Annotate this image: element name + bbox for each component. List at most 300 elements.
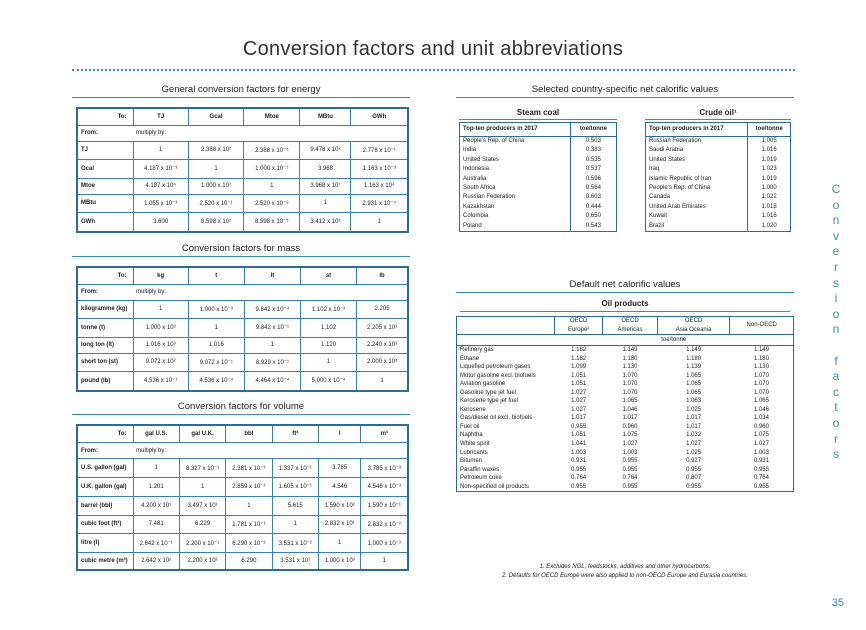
calorific-value: 1.025 bbox=[686, 406, 702, 413]
energy-section-title: General conversion factors for energy bbox=[161, 84, 321, 95]
to-label: To: bbox=[77, 267, 133, 284]
calorific-value: 1.065 bbox=[753, 398, 769, 405]
calorific-value: 0.596 bbox=[570, 175, 616, 184]
value-cell: 4.546 bbox=[318, 478, 361, 497]
value-cell: 1.201 bbox=[133, 478, 179, 497]
table-row bbox=[77, 319, 408, 337]
side-letter: n bbox=[832, 213, 840, 228]
calorific-value: 0.543 bbox=[570, 222, 616, 232]
row-unit: MBtu bbox=[77, 194, 133, 212]
footnotes bbox=[456, 563, 794, 581]
calorific-value: 1.149 bbox=[686, 347, 702, 353]
table-row bbox=[77, 552, 408, 570]
value-cell: 1 bbox=[300, 194, 351, 212]
value-cell: 3.412 x 10³ bbox=[300, 212, 351, 232]
unit-header: toe/tonne bbox=[570, 123, 616, 137]
calorific-value: 1.027 bbox=[571, 398, 587, 405]
value-cell: 1.016 bbox=[188, 337, 244, 353]
value-cell: 3.785 x 10⁻³ bbox=[361, 459, 408, 478]
side-letter: i bbox=[834, 291, 838, 306]
value-cell: 1 bbox=[272, 515, 318, 534]
value-cell: 9.072 x 10² bbox=[133, 353, 188, 371]
calorific-value: 1.070 bbox=[753, 381, 769, 388]
calorific-value: 0.650 bbox=[570, 212, 616, 221]
calorific-value: 0.955 bbox=[753, 466, 769, 473]
value-cell: 9.478 x 10² bbox=[300, 141, 351, 159]
side-letter: n bbox=[832, 322, 840, 337]
table-row bbox=[457, 372, 794, 381]
value-cell: 1.120 bbox=[300, 337, 356, 353]
country-name: Kazakhstan bbox=[463, 203, 495, 210]
calorific-value: 1.023 bbox=[748, 165, 791, 174]
row-unit: cubic metre (m³) bbox=[77, 552, 133, 570]
table-row bbox=[457, 397, 794, 406]
table-row bbox=[460, 212, 617, 221]
side-letter: c bbox=[833, 384, 839, 399]
table-row bbox=[77, 496, 408, 515]
calorific-value: 0.955 bbox=[622, 466, 638, 473]
calorific-value: 0.955 bbox=[571, 466, 587, 473]
footnote-2: 2. Defaults for OECD Europe were also applied to non-OECD Europe and Eurasia countries. bbox=[502, 573, 748, 579]
table-row bbox=[460, 175, 617, 184]
value-cell: 1.016 x 10³ bbox=[133, 337, 188, 353]
value-cell: 2.388 x 10⁻⁵ bbox=[244, 141, 300, 159]
calorific-value: 1.020 bbox=[748, 222, 791, 232]
country-name: Canada bbox=[649, 194, 671, 201]
value-cell: 1 bbox=[133, 141, 188, 159]
value-cell: 2.778 x 10⁻¹ bbox=[351, 141, 408, 159]
country-name: Kuwait bbox=[649, 213, 668, 220]
value-cell: 1 bbox=[188, 319, 244, 337]
value-cell: 9.842 x 10⁻⁴ bbox=[244, 300, 300, 318]
product-name: Non-specified oil products bbox=[460, 483, 530, 490]
product-name: White spirit bbox=[460, 441, 490, 448]
table-row bbox=[77, 371, 408, 391]
value-cell: 3.968 bbox=[300, 160, 351, 178]
side-letter: e bbox=[832, 244, 840, 259]
calorific-value: 1.027 bbox=[753, 441, 769, 448]
calorific-value: 0.931 bbox=[753, 458, 769, 465]
table-row bbox=[77, 212, 408, 232]
mass-section-title: Conversion factors for mass bbox=[181, 243, 301, 254]
to-label: To: bbox=[77, 425, 133, 443]
table-row bbox=[457, 406, 794, 415]
side-letter: r bbox=[834, 431, 838, 446]
row-unit: tonne (t) bbox=[77, 319, 133, 337]
region-header bbox=[730, 317, 794, 335]
calorific-value: 1.022 bbox=[748, 193, 791, 202]
table-row bbox=[646, 184, 791, 193]
value-cell: 8.929 x 10⁻¹ bbox=[244, 353, 300, 371]
calorific-value: 1.051 bbox=[571, 372, 587, 379]
calorific-value: 1.003 bbox=[622, 449, 638, 456]
product-name: Ethane bbox=[460, 355, 480, 362]
table-row bbox=[457, 449, 794, 458]
calorific-value: 1.025 bbox=[686, 449, 702, 456]
table-row bbox=[457, 346, 794, 355]
calorific-value: 0.383 bbox=[570, 146, 616, 155]
calorific-value: 0.807 bbox=[686, 475, 702, 482]
calorific-value: 0.955 bbox=[622, 483, 638, 490]
column-header: bbl bbox=[226, 425, 272, 443]
product-name: Gasoline type jet fuel bbox=[460, 389, 517, 396]
value-cell: 3.531 x 10⁻² bbox=[272, 534, 318, 553]
calorific-value: 0.931 bbox=[571, 458, 587, 465]
value-cell: 1 bbox=[318, 534, 361, 553]
calorific-value: 1.065 bbox=[686, 372, 702, 379]
calorific-value: 0.960 bbox=[622, 423, 638, 430]
value-cell: 6.229 bbox=[179, 515, 225, 534]
calorific-value: 1.180 bbox=[686, 355, 702, 362]
country-name: Australia bbox=[463, 175, 487, 182]
region-header bbox=[657, 317, 730, 335]
country-name: Saudi Arabia bbox=[649, 147, 684, 154]
calorific-value: 0.444 bbox=[570, 203, 616, 212]
product-name: Refinery gas bbox=[460, 347, 494, 353]
table-row bbox=[460, 193, 617, 202]
calorific-value: 1.005 bbox=[748, 137, 791, 147]
table-row bbox=[77, 353, 408, 371]
country-name: United Arab Emirates bbox=[649, 203, 706, 210]
value-cell: 2.240 x 10³ bbox=[357, 337, 408, 353]
value-cell: 4.536 x 10⁻⁴ bbox=[188, 371, 244, 391]
side-letter: a bbox=[832, 369, 840, 384]
steam-coal-heading: Steam coal bbox=[516, 108, 560, 117]
steam-coal-rule bbox=[459, 119, 617, 120]
table-row bbox=[460, 184, 617, 193]
table-row bbox=[457, 380, 794, 389]
country-name: Russian Federation bbox=[463, 194, 516, 201]
row-unit: TJ bbox=[77, 141, 133, 159]
column-header: GWh bbox=[351, 108, 408, 125]
side-letter: o bbox=[832, 415, 840, 430]
table-row bbox=[646, 203, 791, 212]
value-cell: 2.520 x 10⁻¹ bbox=[188, 194, 243, 212]
side-letter: r bbox=[834, 259, 838, 274]
footnote-1: 1. Excludes NGL, feedstocks, additives and other hydrocarbons. bbox=[539, 564, 711, 570]
header-row bbox=[77, 425, 408, 443]
crude-oil-table bbox=[645, 122, 791, 232]
calorific-value: 1.003 bbox=[753, 449, 769, 456]
energy-section-rule bbox=[72, 97, 410, 98]
value-cell: 2.205 bbox=[357, 300, 408, 318]
mass-table bbox=[76, 266, 409, 392]
calorific-value: 0.955 bbox=[571, 483, 587, 490]
value-cell: 1.000 x 10³ bbox=[318, 552, 361, 570]
row-unit: Mtoe bbox=[77, 178, 133, 194]
country-name: United States bbox=[649, 156, 686, 163]
calorific-value: 1.065 bbox=[686, 389, 702, 396]
calorific-value: 1.180 bbox=[753, 355, 769, 362]
calorific-value: 1.075 bbox=[753, 432, 769, 439]
calorific-value: 1.070 bbox=[622, 389, 638, 396]
side-letter: o bbox=[832, 306, 840, 321]
table-row bbox=[457, 474, 794, 483]
table-row bbox=[77, 194, 408, 212]
value-cell: 1 bbox=[244, 337, 300, 353]
product-name: Gas/diesel oil excl. biofuels bbox=[460, 415, 533, 422]
table-row bbox=[77, 534, 408, 553]
calorific-value: 1.019 bbox=[748, 156, 791, 165]
calorific-value: 1.063 bbox=[686, 398, 702, 405]
table-row bbox=[646, 165, 791, 174]
value-cell: 1 bbox=[357, 371, 408, 391]
column-header: Mtoe bbox=[244, 108, 300, 125]
value-cell: 3.968 x 10⁷ bbox=[300, 178, 351, 194]
value-cell: 1.590 x 10⁻¹ bbox=[361, 496, 408, 515]
title-divider bbox=[72, 69, 795, 71]
table-row bbox=[460, 146, 617, 155]
value-cell: 4.536 x 10⁻¹ bbox=[133, 371, 188, 391]
table-row bbox=[77, 141, 408, 159]
table-row bbox=[77, 160, 408, 178]
calorific-value: 0.764 bbox=[622, 475, 638, 482]
value-cell: 6.290 x 10⁻³ bbox=[226, 534, 272, 553]
table-row bbox=[646, 193, 791, 202]
calorific-value: 1.027 bbox=[571, 389, 587, 396]
value-cell: 1.000 x 10⁻³ bbox=[188, 300, 244, 318]
header-row bbox=[77, 108, 408, 125]
product-name: Aviation gasoline bbox=[460, 381, 506, 388]
table-row bbox=[646, 146, 791, 155]
value-cell: 3.600 bbox=[133, 212, 188, 232]
table-row bbox=[646, 175, 791, 184]
calorific-value: 1.139 bbox=[686, 364, 702, 371]
calorific-value: 1.149 bbox=[622, 347, 638, 353]
blank-header bbox=[457, 317, 555, 335]
value-cell: 3.785 bbox=[318, 459, 361, 478]
value-cell: 2.520 x 10⁻⁸ bbox=[244, 194, 300, 212]
column-header: MBtu bbox=[300, 108, 351, 125]
multiply-label: multiply by: bbox=[133, 284, 408, 300]
row-unit: GWh bbox=[77, 212, 133, 232]
calorific-value: 0.503 bbox=[570, 137, 616, 147]
calorific-value: 0.764 bbox=[753, 475, 769, 482]
calorific-value: 1.065 bbox=[686, 381, 702, 388]
product-name: Lubricants bbox=[460, 449, 488, 456]
value-cell: 2.642 x 10⁻¹ bbox=[133, 534, 179, 553]
value-cell: 9.072 x 10⁻¹ bbox=[188, 353, 244, 371]
default-cv-section-rule bbox=[456, 292, 794, 293]
table-row bbox=[457, 457, 794, 466]
calorific-value: 1.070 bbox=[753, 389, 769, 396]
calorific-value: 1.032 bbox=[686, 432, 702, 439]
oil-products-rule bbox=[460, 311, 790, 312]
table-row bbox=[457, 483, 794, 492]
row-unit: long ton (lt) bbox=[77, 337, 133, 353]
calorific-value: 1.180 bbox=[622, 355, 638, 362]
energy-table bbox=[76, 107, 409, 233]
side-letter: s bbox=[833, 275, 839, 290]
column-header: TJ bbox=[133, 108, 188, 125]
table-row bbox=[457, 414, 794, 423]
calorific-value: 1.046 bbox=[753, 406, 769, 413]
region-header bbox=[603, 317, 657, 335]
row-unit: U.K. gallon (gal) bbox=[77, 478, 133, 497]
column-header: gal U.S. bbox=[133, 425, 179, 443]
table-row bbox=[77, 459, 408, 478]
from-label: From: bbox=[77, 284, 133, 300]
product-name: Bitumen bbox=[460, 458, 483, 465]
calorific-value: 1.075 bbox=[622, 432, 638, 439]
calorific-value: 1.065 bbox=[622, 398, 638, 405]
value-cell: 1 bbox=[133, 459, 179, 478]
column-header: ft³ bbox=[272, 425, 318, 443]
table-row bbox=[460, 156, 617, 165]
row-unit: U.S. gallon (gal) bbox=[77, 459, 133, 478]
from-label: From: bbox=[77, 443, 133, 459]
header-row bbox=[457, 317, 794, 335]
value-cell: 1 bbox=[179, 478, 225, 497]
column-header: t bbox=[188, 267, 244, 284]
table-row bbox=[77, 515, 408, 534]
value-cell: 5.000 x 10⁻⁴ bbox=[300, 371, 356, 391]
product-name: Liquefied petroleum gases bbox=[460, 364, 531, 371]
table-row bbox=[77, 300, 408, 318]
side-tab-label bbox=[826, 182, 846, 463]
value-cell: 1.000 x 10³ bbox=[133, 319, 188, 337]
value-cell: 1.102 x 10⁻³ bbox=[300, 300, 356, 318]
table-row bbox=[457, 355, 794, 364]
calorific-value: 0.535 bbox=[570, 156, 616, 165]
column-header: m³ bbox=[361, 425, 408, 443]
calorific-value: 1.149 bbox=[753, 347, 769, 353]
calorific-value: 1.070 bbox=[622, 372, 638, 379]
value-cell: 4.546 x 10⁻³ bbox=[361, 478, 408, 497]
calorific-value: 0.564 bbox=[570, 184, 616, 193]
table-row bbox=[77, 178, 408, 194]
value-cell: 2.931 x 10⁻⁴ bbox=[351, 194, 408, 212]
calorific-value: 1.130 bbox=[622, 364, 638, 371]
table-row bbox=[646, 222, 791, 232]
crude-oil-rule bbox=[645, 119, 791, 120]
product-name: Fuel oil bbox=[460, 423, 480, 430]
value-cell: 2.000 x 10³ bbox=[357, 353, 408, 371]
side-letter bbox=[826, 338, 846, 354]
calorific-value: 1.046 bbox=[622, 406, 638, 413]
value-cell: 2.388 x 10² bbox=[188, 141, 243, 159]
table-row bbox=[460, 137, 617, 147]
calorific-value: 0.955 bbox=[686, 466, 702, 473]
country-name: United States bbox=[463, 156, 500, 163]
calorific-value: 1.182 bbox=[571, 347, 587, 353]
table-row bbox=[77, 337, 408, 353]
volume-section-title: Conversion factors for volume bbox=[177, 401, 305, 412]
calorific-value: 1.003 bbox=[571, 449, 587, 456]
value-cell: 1.000 x 10⁻⁷ bbox=[244, 160, 300, 178]
value-cell: 7.481 bbox=[133, 515, 179, 534]
header-row bbox=[77, 267, 408, 284]
column-header: lt bbox=[244, 267, 300, 284]
side-letter: o bbox=[832, 197, 840, 212]
volume-table bbox=[76, 424, 409, 571]
blank-unit bbox=[457, 335, 555, 346]
region-header-line: Asia Oceania bbox=[675, 326, 712, 333]
table-row bbox=[646, 137, 791, 147]
value-cell: 1.055 x 10⁻³ bbox=[133, 194, 188, 212]
product-name: Paraffin waxes bbox=[460, 466, 500, 473]
value-cell: 1.337 x 10⁻¹ bbox=[272, 459, 318, 478]
calorific-section-rule bbox=[456, 97, 794, 98]
calorific-value: 1.070 bbox=[622, 381, 638, 388]
value-cell: 3.497 x 10¹ bbox=[179, 496, 225, 515]
value-cell: 1.000 x 10⁷ bbox=[188, 178, 243, 194]
value-cell: 4.187 x 10⁻³ bbox=[133, 160, 188, 178]
region-header-line: OECD bbox=[569, 318, 588, 324]
value-cell: 1.605 x 10⁻¹ bbox=[272, 478, 318, 497]
calorific-value: 1.018 bbox=[748, 203, 791, 212]
table-row bbox=[457, 440, 794, 449]
side-letter: C bbox=[831, 182, 841, 196]
value-cell: 1.781 x 10⁻¹ bbox=[226, 515, 272, 534]
table-row bbox=[457, 466, 794, 475]
calorific-value: 0.764 bbox=[571, 475, 587, 482]
calorific-value: 1.070 bbox=[753, 372, 769, 379]
calorific-value: 1.051 bbox=[571, 381, 587, 388]
calorific-value: 1.034 bbox=[753, 415, 769, 422]
volume-section-rule bbox=[72, 414, 410, 415]
column-header: gal U.K. bbox=[179, 425, 225, 443]
table-row bbox=[460, 165, 617, 174]
value-cell: 1 bbox=[226, 496, 272, 515]
side-letter: t bbox=[834, 400, 838, 415]
calorific-value: 1.000 bbox=[748, 184, 791, 193]
column-header: st bbox=[300, 267, 356, 284]
row-unit: Gcal bbox=[77, 160, 133, 178]
table-row bbox=[457, 431, 794, 440]
country-name: India bbox=[463, 147, 477, 154]
calorific-value: 1.019 bbox=[748, 175, 791, 184]
calorific-value: 1.017 bbox=[622, 415, 638, 422]
from-row bbox=[77, 443, 408, 459]
country-name: Indonesia bbox=[463, 166, 490, 173]
value-cell: 1 bbox=[244, 178, 300, 194]
column-header: lb bbox=[357, 267, 408, 284]
region-header-line: OECD bbox=[621, 318, 639, 324]
value-cell: 2.381 x 10⁻² bbox=[226, 459, 272, 478]
header-row bbox=[460, 123, 617, 137]
unit-label: toe/tonne bbox=[555, 335, 794, 346]
value-cell: 1 bbox=[300, 353, 356, 371]
calorific-value: 1.027 bbox=[622, 441, 638, 448]
row-unit: short ton (st) bbox=[77, 353, 133, 371]
from-label: From: bbox=[77, 125, 133, 141]
table-row bbox=[457, 423, 794, 432]
product-name: Petroleum coke bbox=[460, 475, 502, 482]
country-name: Brazil bbox=[649, 222, 665, 229]
calorific-value: 1.017 bbox=[571, 415, 587, 422]
table-row bbox=[646, 156, 791, 165]
country-name: Poland bbox=[463, 222, 482, 229]
calorific-value: 1.051 bbox=[571, 432, 587, 439]
top-ten-header: Top-ten producers in 2017 bbox=[460, 123, 571, 137]
to-label: To: bbox=[77, 108, 133, 125]
value-cell: 2.642 x 10² bbox=[133, 552, 179, 570]
calorific-value: 0.955 bbox=[686, 483, 702, 490]
region-header bbox=[555, 317, 603, 335]
row-unit: kilogramme (kg) bbox=[77, 300, 133, 318]
calorific-value: 1.027 bbox=[686, 441, 702, 448]
page-number: 35 bbox=[831, 597, 844, 609]
table-row bbox=[77, 478, 408, 497]
row-unit: pound (lb) bbox=[77, 371, 133, 391]
product-name: Motor gasoline excl. biofuels bbox=[460, 372, 536, 379]
calorific-value: 0.955 bbox=[753, 483, 769, 490]
product-name: Kerosene type jet fuel bbox=[460, 398, 519, 405]
unit-row bbox=[457, 335, 794, 346]
value-cell: 8.598 x 10² bbox=[188, 212, 243, 232]
region-header-line: OECD bbox=[684, 318, 703, 324]
